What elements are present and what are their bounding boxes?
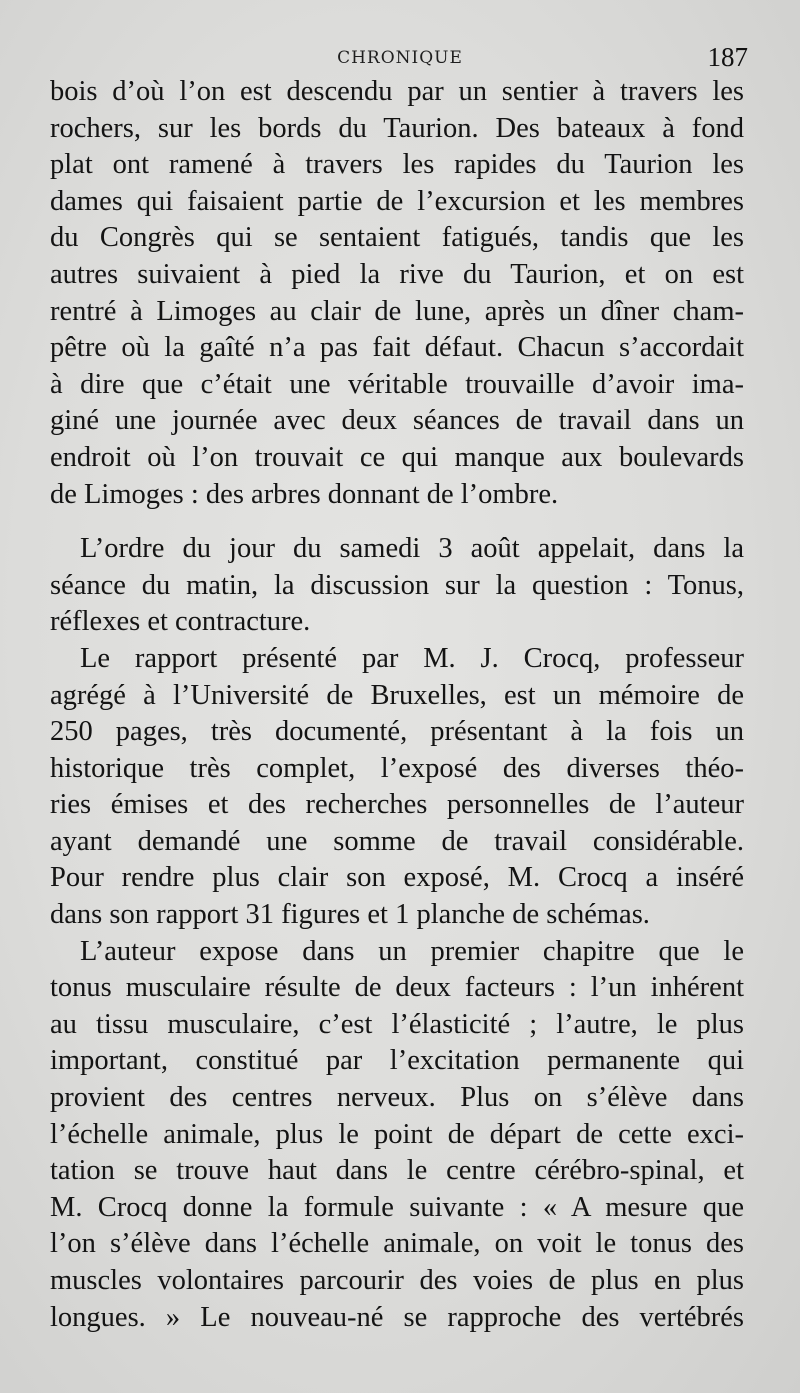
text-line: M. Crocq donne la formule suivante : « A mesure que: [50, 1191, 744, 1223]
text-line: de Limoges : des arbres donnant de l’ombre.: [50, 478, 559, 510]
text-line: du Congrès qui se sentaient fatigués, tandis que les: [50, 222, 744, 254]
text-line: L’ordre du jour du samedi 3 août appelait, dans la: [80, 533, 744, 565]
text-line: giné une journée avec deux séances de travail dans un: [50, 405, 744, 437]
text-line: bois d’où l’on est descendu par un sentier à travers les: [50, 76, 744, 107]
text-line: rochers, sur les bords du Taurion. Des bateaux à fond: [50, 112, 744, 144]
text-line: Pour rendre plus clair son exposé, M. Crocq a inséré: [50, 862, 744, 894]
text-line: à dire que c’était une véritable trouvaille d’avoir ima-: [50, 368, 744, 400]
text-line: au tissu musculaire, c’est l’élasticité ; l’autre, le plus: [50, 1008, 744, 1040]
paragraph-gap: [50, 513, 744, 531]
text-line: réflexes et contracture.: [50, 606, 311, 638]
text-line: muscles volontaires parcourir des voies de plus en plus: [50, 1265, 744, 1296]
paragraph-4: [50, 934, 744, 1337]
text-line: important, constitué par l’excitation permanente qui: [50, 1045, 744, 1077]
text-line: tonus musculaire résulte de deux facteurs : l’un inhérent: [50, 972, 744, 1004]
text-line: L’auteur expose dans un premier chapitre que le: [80, 935, 744, 967]
text-line: dames qui faisaient partie de l’excursion et les membres: [50, 185, 744, 217]
text-line: l’échelle animale, plus le point de départ de cette exci-: [50, 1118, 744, 1150]
page-body: [50, 74, 744, 1336]
paragraph-1: [50, 74, 744, 513]
page-header: [50, 42, 750, 76]
text-line: dans son rapport 31 figures et 1 planche de schémas.: [50, 899, 650, 931]
text-line: provient des centres nerveux. Plus on s’élève dans: [50, 1082, 744, 1114]
page-number: 187: [707, 42, 748, 72]
text-line: Le rapport présenté par M. J. Crocq, professeur: [80, 642, 744, 674]
text-line: rentré à Limoges au clair de lune, après un dîner cham-: [50, 295, 744, 327]
text-line: historique très complet, l’exposé des diverses théo-: [50, 752, 744, 784]
paragraph-2: [50, 531, 744, 641]
text-line: plat ont ramené à travers les rapides du Taurion les: [50, 149, 744, 181]
running-head: CHRONIQUE: [337, 48, 463, 68]
text-line: autres suivaient à pied la rive du Taurion, et on est: [50, 258, 744, 290]
text-line: endroit où l’on trouvait ce qui manque aux boulevards: [50, 441, 744, 473]
paragraph-3: [50, 641, 744, 934]
text-line: l’on s’élève dans l’échelle animale, on voit le tonus des: [50, 1228, 744, 1260]
text-line: 250 pages, très documenté, présentant à la fois un: [50, 716, 744, 748]
text-line: tation se trouve haut dans le centre cérébro-spinal, et: [50, 1155, 744, 1187]
text-line: agrégé à l’Université de Bruxelles, est un mémoire de: [50, 679, 744, 711]
text-line: longues. » Le nouveau-né se rapproche des vertébrés: [50, 1301, 744, 1333]
text-line: séance du matin, la discussion sur la question : Tonus,: [50, 569, 744, 601]
text-line: ries émises et des recherches personnelles de l’auteur: [50, 789, 744, 821]
text-line: ayant demandé une somme de travail considérable.: [50, 825, 744, 857]
text-line: pêtre où la gaîté n’a pas fait défaut. Chacun s’accordait: [50, 332, 744, 364]
